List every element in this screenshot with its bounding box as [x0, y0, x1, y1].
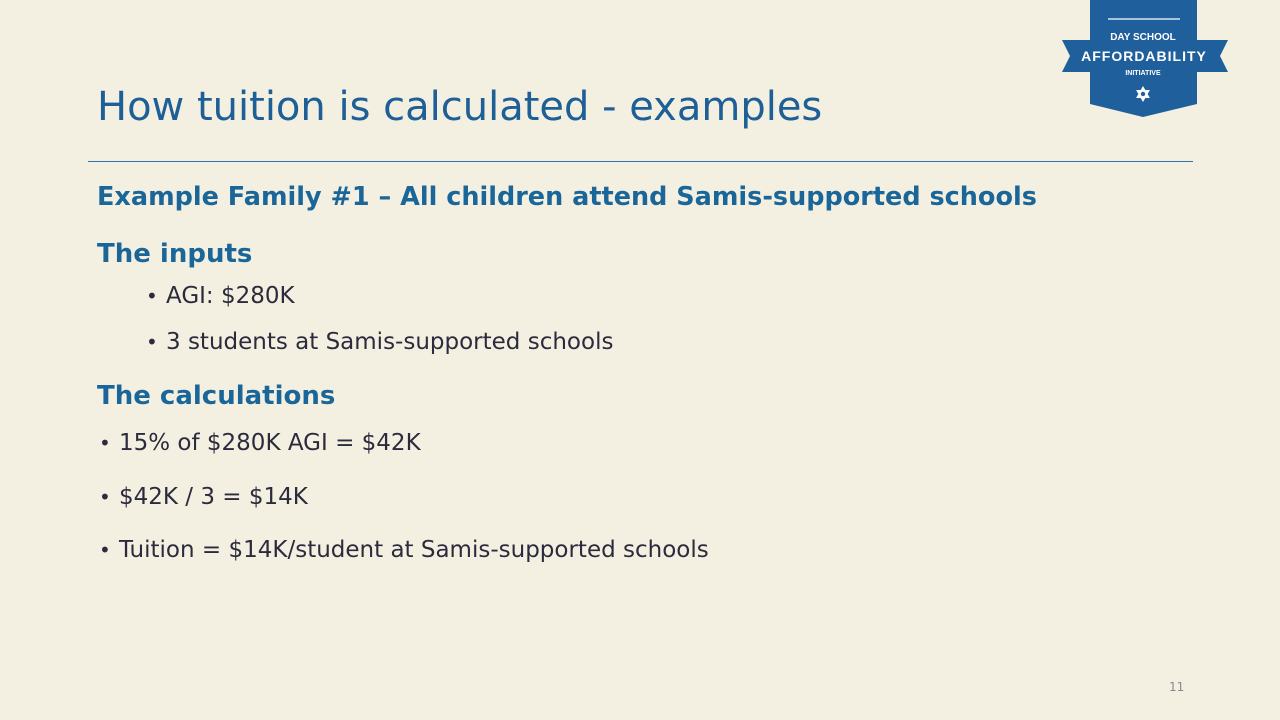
title-divider [88, 161, 1193, 162]
calculation-text: $42K / 3 = $14K [119, 484, 308, 510]
bullet-icon: • [99, 431, 111, 455]
slide-title: How tuition is calculated - examples [97, 84, 823, 130]
list-item [99, 537, 709, 563]
input-text: AGI: $280K [166, 283, 295, 309]
logo [1060, 0, 1230, 120]
calculation-text: 15% of $280K AGI = $42K [119, 430, 421, 456]
calculations-heading: The calculations [97, 381, 336, 411]
bullet-icon: • [146, 330, 158, 354]
logo-line1: DAY SCHOOL [1110, 32, 1176, 43]
list-item [146, 283, 295, 309]
page-number: 11 [1169, 680, 1185, 694]
input-text: 3 students at Samis-supported schools [166, 329, 614, 355]
list-item [146, 329, 613, 355]
logo-line3: INITIATIVE [1125, 70, 1161, 77]
bullet-icon: • [99, 538, 111, 562]
bullet-icon: • [146, 284, 158, 308]
list-item [99, 484, 308, 510]
bullet-icon: • [99, 485, 111, 509]
inputs-heading: The inputs [97, 239, 253, 269]
list-item [99, 430, 421, 456]
logo-line2: AFFORDABILITY [1081, 48, 1207, 64]
calculation-text: Tuition = $14K/student at Samis-supported schools [119, 537, 709, 563]
logo-badge [1060, 0, 1230, 120]
example-heading: Example Family #1 – All children attend Samis-supported schools [97, 182, 1037, 212]
